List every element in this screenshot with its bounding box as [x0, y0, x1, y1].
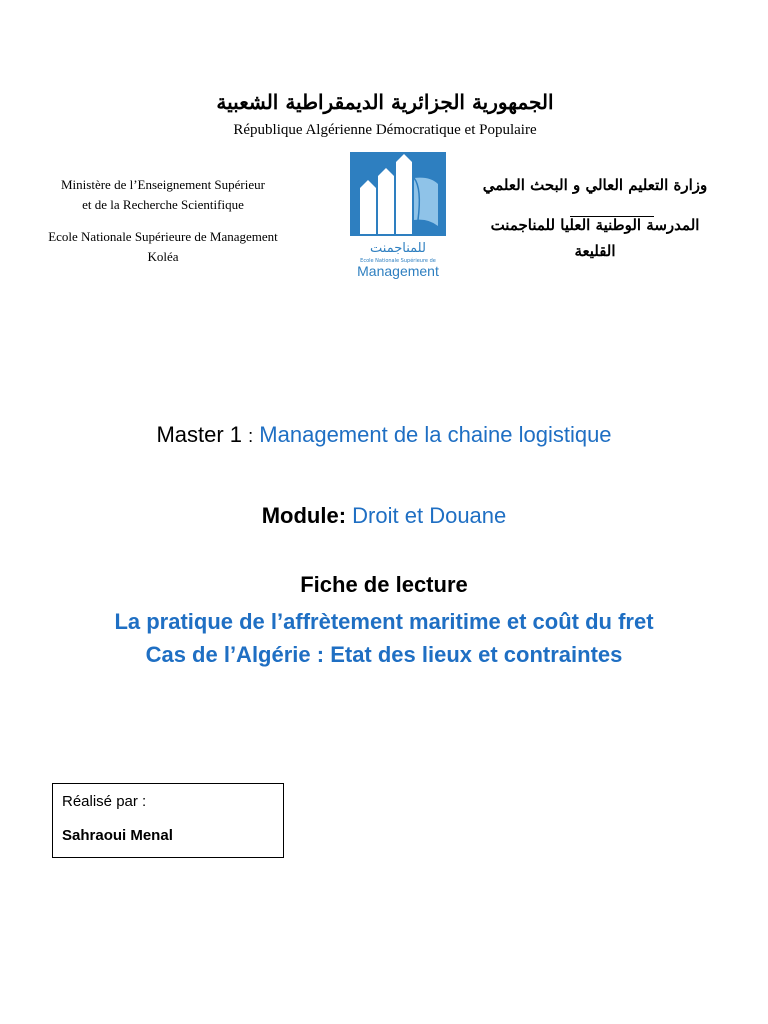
- book-title-line-1: La pratique de l’affrètement maritime et coût du fret: [114, 609, 654, 634]
- author-box: [52, 783, 284, 858]
- city-ar-line: القليعة: [574, 242, 616, 260]
- french-republic-title: République Algérienne Démocratique et Populaire: [233, 122, 537, 138]
- school-city: Koléa: [147, 249, 179, 264]
- master-label: Master 1: [156, 422, 243, 447]
- fiche-heading: Fiche de lecture: [300, 572, 468, 597]
- book-title: [0, 605, 748, 671]
- logo-arabic-text: للمناجمنت: [370, 241, 426, 256]
- school-name: Ecole Nationale Supérieure de Management: [48, 229, 278, 244]
- logo-management-word: Management: [357, 263, 439, 279]
- ministry-line-2: et de la Recherche Scientifique: [82, 197, 244, 212]
- module-label: Module:: [261, 503, 347, 528]
- module-value: Droit et Douane: [352, 503, 507, 528]
- ministry-block-ar: [470, 172, 720, 264]
- school-logo: [346, 148, 450, 280]
- ministry-line-1: Ministère de l’Enseignement Supérieur: [61, 177, 265, 192]
- ministry-ar-line: وزارة التعليم العالي و البحث العلمي: [482, 176, 708, 194]
- school-logo-icon: [346, 148, 450, 280]
- master-line: [0, 422, 768, 448]
- divider-rule: [570, 216, 654, 217]
- school-ar-line: المدرسة الوطنية العليا للمناجمنت: [490, 216, 700, 234]
- master-value: Management de la chaine logistique: [259, 422, 612, 447]
- logo-subtitle: Ecole Nationale Supérieure de: [360, 258, 436, 264]
- ministry-block-fr: [20, 175, 306, 267]
- module-line: [0, 503, 768, 529]
- arabic-republic-title: الجمهورية الجزائرية الديمقراطية الشعبية: [216, 90, 554, 114]
- author-label: Réalisé par :: [62, 793, 147, 810]
- author-name: Sahraoui Menal: [62, 827, 173, 844]
- master-separator: :: [248, 426, 254, 446]
- book-title-line-2: Cas de l’Algérie : Etat des lieux et contraintes: [145, 642, 623, 667]
